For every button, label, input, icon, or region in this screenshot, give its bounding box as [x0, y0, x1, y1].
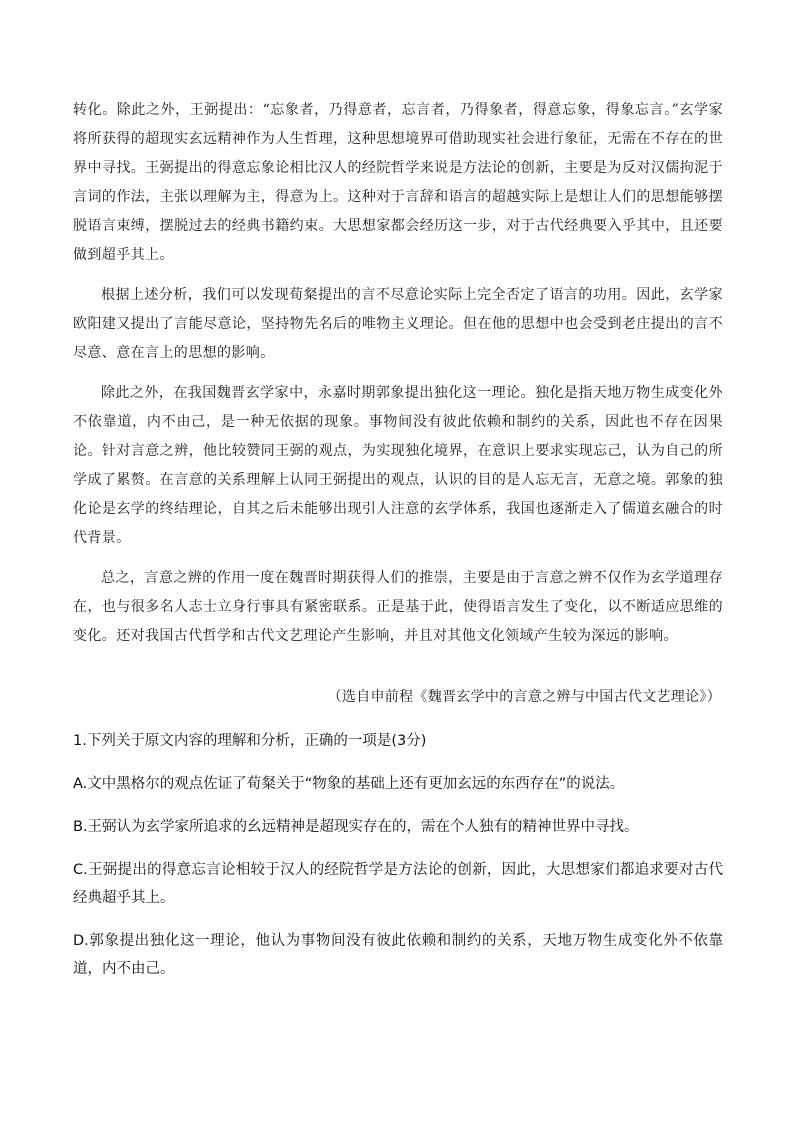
passage-paragraph-1: 转化。除此之外，王弼提出：“忘象者，乃得意者，忘言者，乃得象者，得意忘象，得象忘言。”玄学家将所获得的超现实玄远精神作为人生哲理，这种思想境界可借助现实社会进行象征，无需在不存在的世界中寻找。王弼提出的得意忘象论相比汉人的经院哲学来说是方法论的创新，主要是为反对汉儒拘泥于言词的作法，主张以理解为主，得意为上。这种对于言辞和语言的超越实际上是想让人们的思想能够摆脱语言束缚，摆脱过去的经典书籍约束。大思想家都会经历这一步，对于古代经典要入乎其中，且还要做到超乎其上。 — [73, 102, 723, 263]
option-c: C.王弼提出的得意忘言论相较于汉人的经院哲学是方法论的创新，因此，大思想家们都追求要对古代经典超乎其上。 — [73, 862, 723, 906]
question-block — [73, 727, 723, 998]
passage-paragraph-4: 总之，言意之辨的作用一度在魏晋时期获得人们的推崇，主要是由于言意之辨不仅作为玄学道理存在，也与很多名人志士立身行事具有紧密联系。正是基于此，使得语言发生了变化，以不断适应思维的变化。还对我国古代哲学和古代文艺理论产生影响，并且对其他文化领域产生较为深远的影响。 — [73, 570, 723, 644]
passage-source: （选自申前程《魏晋玄学中的言意之辨与中国古代文艺理论》） — [327, 689, 721, 705]
reading-passage — [73, 96, 723, 662]
passage-paragraph-3: 除此之外，在我国魏晋玄学家中，永嘉时期郭象提出独化这一理论。独化是指天地万物生成变化外不依靠道，内不由己，是一种无依据的现象。事物间没有彼此依赖和制约的关系，因此也不存在因果论。针对言意之辨，他比较赞同王弼的观点，为实现独化境界，在意识上要求实现忘己，认为自己的所学成了累赘。在言意的关系理解上认同王弼提出的观点，认识的目的是人忘无言，无意之境。郭象的独化论是玄学的终结理论，自其之后未能够出现引人注意的玄学体系，我国也逐渐走入了儒道玄融合的时代背景。 — [73, 385, 723, 546]
option-d: D.郭象提出独化这一理论，他认为事物间没有彼此依赖和制约的关系，天地万物生成变化外不依靠道，内不由己。 — [73, 933, 723, 977]
question-stem: 1.下列关于原文内容的理解和分析，正确的一项是(3分) — [73, 733, 427, 749]
option-a: A.文中黑格尔的观点佐证了荀粲关于“物象的基础上还有更加玄远的东西存在”的说法。 — [73, 776, 625, 792]
passage-paragraph-2: 根据上述分析，我们可以发现荀粲提出的言不尽意论实际上完全否定了语言的功用。因此，玄学家欧阳建又提出了言能尽意论，坚持物先名后的唯物主义理论。但在他的思想中也会受到老庄提出的言不尽意、意在言上的思想的影响。 — [73, 287, 723, 361]
option-b: B.王弼认为玄学家所追求的幺远精神是超现实存在的，需在个人独有的精神世界中寻找。 — [73, 819, 639, 835]
